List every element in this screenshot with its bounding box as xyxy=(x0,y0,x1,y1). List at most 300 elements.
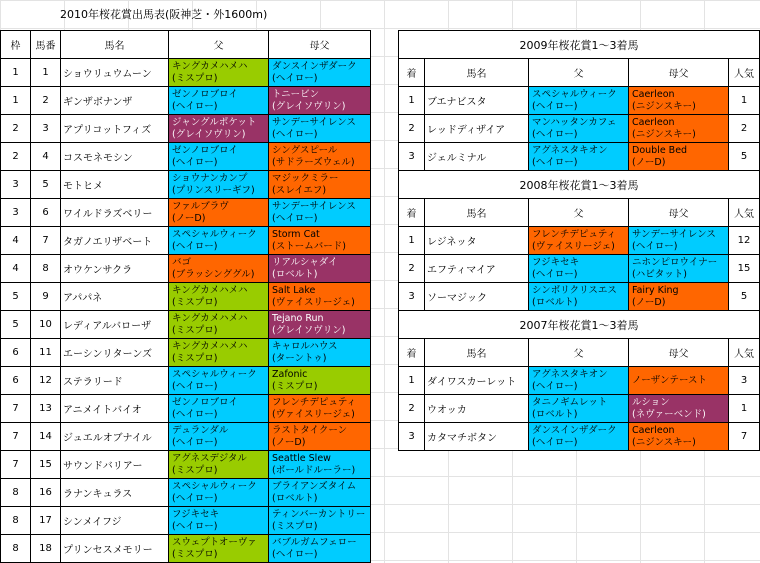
damsire-cell-line2: (サドラーズウェル) xyxy=(272,156,355,168)
popularity-cell[interactable]: 15 xyxy=(729,255,760,283)
damsire-cell[interactable] xyxy=(269,535,371,563)
table-row xyxy=(1,283,371,311)
waku-cell[interactable]: 1 xyxy=(1,59,31,87)
sire-cell-line2: (ヘイロー) xyxy=(172,436,218,448)
damsire-cell-line2: (ミスプロ) xyxy=(272,380,318,392)
damsire-cell[interactable] xyxy=(269,283,371,311)
damsire-cell[interactable] xyxy=(269,339,371,367)
damsire-cell[interactable] xyxy=(269,171,371,199)
sire-cell-line2: (ヘイロー) xyxy=(532,268,578,280)
sire-cell[interactable] xyxy=(169,143,269,171)
rank-cell[interactable]: 1 xyxy=(399,227,425,255)
table-row xyxy=(1,479,371,507)
horse-name-cell[interactable]: オウケンサクラ xyxy=(61,255,169,283)
sire-cell-line1: フジキセキ xyxy=(532,256,580,268)
damsire-cell-line1: ニホンピロウイナー xyxy=(632,256,718,268)
waku-cell[interactable]: 7 xyxy=(1,451,31,479)
sire-cell-line1: バゴ xyxy=(172,256,192,268)
damsire-cell[interactable] xyxy=(269,227,371,255)
horse-name-cell[interactable]: シンメイフジ xyxy=(61,507,169,535)
sire-cell[interactable] xyxy=(169,255,269,283)
sire-cell-line1: ジャングルポケット xyxy=(172,116,257,128)
sire-cell-line1: スペシャルウィーク xyxy=(172,368,257,380)
header-row xyxy=(399,339,760,367)
umaban-cell[interactable]: 7 xyxy=(31,227,61,255)
table-row xyxy=(1,143,371,171)
horse-name-cell[interactable]: タガノエリザベート xyxy=(61,227,169,255)
horse-name-cell[interactable]: ジェルミナル xyxy=(425,143,529,171)
rank-cell[interactable]: 1 xyxy=(399,367,425,395)
header-popularity[interactable]: 人気 xyxy=(729,199,760,227)
popularity-cell[interactable]: 3 xyxy=(729,367,760,395)
sire-cell-line1: タニノギムレット xyxy=(532,396,608,408)
sire-cell-line2: (ヘイロー) xyxy=(532,436,578,448)
table-caption[interactable]: 2009年桜花賞1～3着馬 xyxy=(399,31,760,59)
damsire-cell-line2: (ハビタット) xyxy=(632,268,687,280)
damsire-cell-line2: (ロベルト) xyxy=(272,492,318,504)
umaban-cell[interactable]: 13 xyxy=(31,395,61,423)
sire-cell[interactable] xyxy=(529,227,629,255)
sire-cell-line2: (ミスプロ) xyxy=(172,464,218,476)
sire-cell-line2: (ヘイロー) xyxy=(172,100,218,112)
umaban-cell[interactable]: 16 xyxy=(31,479,61,507)
table-row xyxy=(1,255,371,283)
damsire-cell-line2: (ロベルト) xyxy=(272,268,318,280)
waku-cell[interactable]: 2 xyxy=(1,115,31,143)
damsire-cell[interactable] xyxy=(629,367,729,395)
rank-cell[interactable]: 3 xyxy=(399,423,425,451)
damsire-cell-line1: バブルガムフェロー xyxy=(272,536,357,548)
horse-name-cell[interactable]: ワイルドラズベリー xyxy=(61,199,169,227)
umaban-cell[interactable]: 10 xyxy=(31,311,61,339)
umaban-cell[interactable]: 12 xyxy=(31,367,61,395)
damsire-cell-line1: Storm Cat xyxy=(272,228,320,240)
table-row xyxy=(1,535,371,563)
damsire-cell-line2: (ヘイロー) xyxy=(272,128,318,140)
table-row xyxy=(1,367,371,395)
damsire-cell[interactable] xyxy=(269,395,371,423)
sire-cell[interactable] xyxy=(169,87,269,115)
damsire-cell[interactable] xyxy=(269,311,371,339)
header-rank[interactable]: 着 xyxy=(399,339,425,367)
damsire-cell[interactable] xyxy=(629,87,729,115)
damsire-cell-line1: リアルシャダイ xyxy=(272,256,338,268)
sire-cell[interactable] xyxy=(529,367,629,395)
horse-name-cell[interactable]: アパパネ xyxy=(61,283,169,311)
sire-cell[interactable] xyxy=(169,115,269,143)
damsire-cell[interactable] xyxy=(269,143,371,171)
header-damsire[interactable]: 母父 xyxy=(269,31,371,59)
sire-cell[interactable] xyxy=(529,87,629,115)
damsire-cell[interactable] xyxy=(269,423,371,451)
damsire-cell-line2: (ヘイロー) xyxy=(272,72,318,84)
table-row xyxy=(1,451,371,479)
sire-cell-line1: アグネスデジタル xyxy=(172,452,247,464)
popularity-cell[interactable]: 5 xyxy=(729,143,760,171)
damsire-cell-line1: サンデーサイレンス xyxy=(632,228,716,240)
damsire-cell-line1: サンデーサイレンス xyxy=(272,200,356,212)
damsire-cell-line1: キャロルハウス xyxy=(272,340,338,352)
umaban-cell[interactable]: 6 xyxy=(31,199,61,227)
sire-cell-line1: スペシャルウィーク xyxy=(172,228,257,240)
waku-cell[interactable]: 7 xyxy=(1,423,31,451)
sire-cell-line1: スペシャルウィーク xyxy=(172,480,257,492)
sire-cell-line1: ゼンノロブロイ xyxy=(172,396,238,408)
sire-cell-line2: (ヘイロー) xyxy=(532,100,578,112)
damsire-cell-line1: Seattle Slew xyxy=(272,452,331,464)
table-row xyxy=(1,507,371,535)
damsire-cell[interactable] xyxy=(269,479,371,507)
header-rank[interactable]: 着 xyxy=(399,199,425,227)
horse-name-cell[interactable]: レッドディザイア xyxy=(425,115,529,143)
sire-cell-line2: (ヘイロー) xyxy=(532,156,578,168)
horse-name-cell[interactable]: レディアルバローザ xyxy=(61,311,169,339)
horse-name-cell[interactable]: カタマチボタン xyxy=(425,423,529,451)
horse-name-cell[interactable]: モトヒメ xyxy=(61,171,169,199)
header-row xyxy=(1,31,371,59)
waku-cell[interactable]: 4 xyxy=(1,255,31,283)
rank-cell[interactable]: 2 xyxy=(399,395,425,423)
sire-cell-line2: (ヘイロー) xyxy=(172,492,218,504)
umaban-cell[interactable]: 17 xyxy=(31,507,61,535)
horse-name-cell[interactable]: アプリコットフィズ xyxy=(61,115,169,143)
damsire-cell[interactable] xyxy=(269,367,371,395)
caption-row xyxy=(399,31,760,59)
damsire-cell-line2: (ミスプロ) xyxy=(272,520,318,532)
damsire-cell-line2: (ヘイロー) xyxy=(632,240,678,252)
sire-cell[interactable] xyxy=(529,423,629,451)
horse-name-cell[interactable]: コスモネモシン xyxy=(61,143,169,171)
damsire-cell[interactable] xyxy=(629,423,729,451)
horse-name-cell[interactable]: ショウリュウムーン xyxy=(61,59,169,87)
sire-cell-line2: (ヘイロー) xyxy=(532,380,578,392)
damsire-cell-line1: ティンバーカントリー xyxy=(272,508,366,520)
sire-cell-line1: デュランダル xyxy=(172,424,229,436)
damsire-cell-line2: (ニジンスキー) xyxy=(632,436,696,448)
damsire-cell-line2: (ネヴァーベンド) xyxy=(632,408,706,420)
caption-row xyxy=(399,311,760,339)
sire-cell-line2: (ヘイロー) xyxy=(172,380,218,392)
sire-cell-line2: (ヘイロー) xyxy=(172,240,218,252)
rank-cell[interactable]: 3 xyxy=(399,143,425,171)
horse-name-cell[interactable]: ウオッカ xyxy=(425,395,529,423)
sire-cell-line2: (ヘイロー) xyxy=(172,520,218,532)
past-table-2007 xyxy=(398,310,760,451)
table-caption[interactable]: 2008年桜花賞1～3着馬 xyxy=(399,171,760,199)
sire-cell[interactable] xyxy=(169,423,269,451)
sire-cell-line1: ショウナンカンプ xyxy=(172,172,248,184)
sire-cell[interactable] xyxy=(169,367,269,395)
umaban-cell[interactable]: 2 xyxy=(31,87,61,115)
damsire-cell-line1: ノーザンテースト xyxy=(632,374,708,386)
table-row xyxy=(399,87,760,115)
sire-cell-line2: (ロベルト) xyxy=(532,296,578,308)
header-damsire[interactable]: 母父 xyxy=(629,339,729,367)
sire-cell-line2: (グレイソヴリン) xyxy=(172,128,246,140)
header-sire[interactable]: 父 xyxy=(529,59,629,87)
table-row xyxy=(399,255,760,283)
sire-cell[interactable] xyxy=(169,311,269,339)
sire-cell-line2: (ヘイロー) xyxy=(172,156,218,168)
header-name[interactable]: 馬名 xyxy=(425,199,529,227)
damsire-cell-line1: マジックミラー xyxy=(272,172,339,184)
damsire-cell[interactable] xyxy=(269,451,371,479)
damsire-cell-line1: Salt Lake xyxy=(272,284,316,296)
waku-cell[interactable]: 3 xyxy=(1,199,31,227)
damsire-cell-line2: (ストームバード) xyxy=(272,240,346,252)
caption-row xyxy=(399,171,760,199)
damsire-cell[interactable] xyxy=(629,227,729,255)
horse-name-cell[interactable]: ラナンキュラス xyxy=(61,479,169,507)
table-row xyxy=(1,311,371,339)
waku-cell[interactable]: 5 xyxy=(1,283,31,311)
damsire-cell[interactable] xyxy=(269,199,371,227)
sire-cell[interactable] xyxy=(169,199,269,227)
table-row xyxy=(399,367,760,395)
damsire-cell-line1: フレンチデピュティ xyxy=(272,396,357,408)
sire-cell-line1: アグネスタキオン xyxy=(532,144,608,156)
damsire-cell[interactable] xyxy=(629,115,729,143)
sire-cell[interactable] xyxy=(169,451,269,479)
horse-name-cell[interactable]: サウンドバリアー xyxy=(61,451,169,479)
damsire-cell-line1: Tejano Run xyxy=(272,312,324,324)
damsire-cell-line2: (ニジンスキー) xyxy=(632,100,696,112)
sire-cell-line1: アグネスタキオン xyxy=(532,368,608,380)
sire-cell-line1: フジキセキ xyxy=(172,508,220,520)
damsire-cell-line1: ルション xyxy=(632,396,670,408)
header-damsire[interactable]: 母父 xyxy=(629,59,729,87)
damsire-cell[interactable] xyxy=(629,255,729,283)
popularity-cell[interactable]: 7 xyxy=(729,423,760,451)
damsire-cell-line2: (ノーD) xyxy=(272,436,306,448)
sire-cell-line2: (ミスプロ) xyxy=(172,352,218,364)
popularity-cell[interactable]: 1 xyxy=(729,395,760,423)
damsire-cell-line1: Zafonic xyxy=(272,368,308,380)
damsire-cell-line2: (グレイソヴリン) xyxy=(272,324,346,336)
horse-name-cell[interactable]: ジュエルオブナイル xyxy=(61,423,169,451)
table-row xyxy=(1,59,371,87)
sire-cell-line1: キングカメハメハ xyxy=(172,284,248,296)
waku-cell[interactable]: 5 xyxy=(1,311,31,339)
table-caption[interactable]: 2007年桜花賞1～3着馬 xyxy=(399,311,760,339)
sire-cell-line1: キングカメハメハ xyxy=(172,340,248,352)
sire-cell[interactable] xyxy=(529,143,629,171)
table-row xyxy=(399,395,760,423)
waku-cell[interactable]: 2 xyxy=(1,143,31,171)
table-row xyxy=(1,395,371,423)
damsire-cell-line2: (スレイエフ) xyxy=(272,184,327,196)
rank-cell[interactable]: 1 xyxy=(399,87,425,115)
table-row xyxy=(399,423,760,451)
table-row xyxy=(1,87,371,115)
sire-cell-line2: (ノーD) xyxy=(172,212,206,224)
sire-cell-line2: (ミスプロ) xyxy=(172,296,218,308)
sire-cell-line1: ファルブラヴ xyxy=(172,200,229,212)
horse-name-cell[interactable]: ダイワスカーレット xyxy=(425,367,529,395)
sire-cell-line1: シンボリクリスエス xyxy=(532,284,617,296)
damsire-cell-line1: サンデーサイレンス xyxy=(272,116,356,128)
damsire-cell[interactable] xyxy=(629,143,729,171)
sire-cell[interactable] xyxy=(169,339,269,367)
header-sire[interactable]: 父 xyxy=(169,31,269,59)
damsire-cell[interactable] xyxy=(269,87,371,115)
header-popularity[interactable]: 人気 xyxy=(729,339,760,367)
header-row xyxy=(399,199,760,227)
waku-cell[interactable]: 8 xyxy=(1,507,31,535)
sire-cell[interactable] xyxy=(529,395,629,423)
sire-cell[interactable] xyxy=(169,535,269,563)
damsire-cell[interactable] xyxy=(269,255,371,283)
horse-name-cell[interactable]: レジネッタ xyxy=(425,227,529,255)
horse-name-cell[interactable]: アニメイトバイオ xyxy=(61,395,169,423)
umaban-cell[interactable]: 15 xyxy=(31,451,61,479)
umaban-cell[interactable]: 9 xyxy=(31,283,61,311)
sire-cell[interactable] xyxy=(169,171,269,199)
rank-cell[interactable]: 2 xyxy=(399,115,425,143)
header-name[interactable]: 馬名 xyxy=(61,31,169,59)
popularity-cell[interactable]: 12 xyxy=(729,227,760,255)
damsire-cell-line1: Double Bed xyxy=(632,144,688,156)
past-table-2008 xyxy=(398,170,760,311)
sire-cell[interactable] xyxy=(169,507,269,535)
damsire-cell[interactable] xyxy=(629,395,729,423)
table-row xyxy=(1,115,371,143)
waku-cell[interactable]: 6 xyxy=(1,339,31,367)
sire-cell-line1: マンハッタンカフェ xyxy=(532,116,617,128)
horse-name-cell[interactable]: エフティマイア xyxy=(425,255,529,283)
horse-name-cell[interactable]: ギンザボナンザ xyxy=(61,87,169,115)
waku-cell[interactable]: 6 xyxy=(1,367,31,395)
popularity-cell[interactable]: 2 xyxy=(729,115,760,143)
header-sire[interactable]: 父 xyxy=(529,339,629,367)
sire-cell[interactable] xyxy=(169,283,269,311)
header-rank[interactable]: 着 xyxy=(399,59,425,87)
damsire-cell-line2: (ヘイロー) xyxy=(272,548,318,560)
damsire-cell-line2: (ニジンスキー) xyxy=(632,128,696,140)
sire-cell[interactable] xyxy=(169,59,269,87)
umaban-cell[interactable]: 14 xyxy=(31,423,61,451)
sire-cell-line1: キングカメハメハ xyxy=(172,60,248,72)
sire-cell[interactable] xyxy=(529,255,629,283)
sire-cell-line1: スウェプトオーヴァ xyxy=(172,536,257,548)
horse-name-cell[interactable]: ソーマジック xyxy=(425,283,529,311)
damsire-cell-line1: ラストタイクーン xyxy=(272,424,348,436)
waku-cell[interactable]: 1 xyxy=(1,87,31,115)
sire-cell-line2: (ヘイロー) xyxy=(532,128,578,140)
damsire-cell-line2: (ノーD) xyxy=(632,296,666,308)
header-damsire[interactable]: 母父 xyxy=(629,199,729,227)
page-title: 2010年桜花賞出馬表(阪神芝・外1600m) xyxy=(60,8,268,21)
header-waku[interactable]: 枠 xyxy=(1,31,31,59)
umaban-cell[interactable]: 11 xyxy=(31,339,61,367)
damsire-cell-line2: (ノーD) xyxy=(632,156,666,168)
sire-cell[interactable] xyxy=(169,479,269,507)
damsire-cell-line1: ブライアンズタイム xyxy=(272,480,357,492)
header-umaban[interactable]: 馬番 xyxy=(31,31,61,59)
table-row xyxy=(399,283,760,311)
past-table-2009 xyxy=(398,30,760,171)
damsire-cell[interactable] xyxy=(629,283,729,311)
sire-cell-line1: ゼンノロブロイ xyxy=(172,88,238,100)
damsire-cell-line1: Caerleon xyxy=(632,424,675,436)
rank-cell[interactable]: 3 xyxy=(399,283,425,311)
sire-cell-line2: (ミスプロ) xyxy=(172,548,218,560)
damsire-cell-line2: (ボールドルーラー) xyxy=(272,464,356,476)
damsire-cell[interactable] xyxy=(269,115,371,143)
sire-cell-line2: (プリンスリーギフ) xyxy=(172,184,255,196)
header-name[interactable]: 馬名 xyxy=(425,59,529,87)
rank-cell[interactable]: 2 xyxy=(399,255,425,283)
entries-table xyxy=(0,30,371,563)
waku-cell[interactable]: 4 xyxy=(1,227,31,255)
waku-cell[interactable]: 7 xyxy=(1,395,31,423)
damsire-cell-line1: ダンスインザダーク xyxy=(272,60,357,72)
table-row xyxy=(399,227,760,255)
sire-cell-line2: (ミスプロ) xyxy=(172,324,218,336)
damsire-cell-line2: (ヘイロー) xyxy=(272,212,318,224)
sire-cell[interactable] xyxy=(169,395,269,423)
sire-cell-line1: ダンスインザダーク xyxy=(532,424,617,436)
damsire-cell[interactable] xyxy=(269,59,371,87)
damsire-cell-line1: トニービン xyxy=(272,88,320,100)
table-row xyxy=(1,171,371,199)
waku-cell[interactable]: 8 xyxy=(1,479,31,507)
horse-name-cell[interactable]: プリンセスメモリー xyxy=(61,535,169,563)
umaban-cell[interactable]: 4 xyxy=(31,143,61,171)
umaban-cell[interactable]: 3 xyxy=(31,115,61,143)
header-name[interactable]: 馬名 xyxy=(425,339,529,367)
header-popularity[interactable]: 人気 xyxy=(729,59,760,87)
damsire-cell[interactable] xyxy=(269,507,371,535)
sire-cell-line1: ゼンノロブロイ xyxy=(172,144,238,156)
table-row xyxy=(1,423,371,451)
table-row xyxy=(399,143,760,171)
horse-name-cell[interactable]: ステラリード xyxy=(61,367,169,395)
sire-cell-line1: フレンチデピュティ xyxy=(532,228,617,240)
damsire-cell-line2: (グレイソヴリン) xyxy=(272,100,346,112)
sire-cell-line2: (ロベルト) xyxy=(532,408,578,420)
header-sire[interactable]: 父 xyxy=(529,199,629,227)
umaban-cell[interactable]: 18 xyxy=(31,535,61,563)
header-row xyxy=(399,59,760,87)
horse-name-cell[interactable]: ブエナビスタ xyxy=(425,87,529,115)
popularity-cell[interactable]: 1 xyxy=(729,87,760,115)
umaban-cell[interactable]: 5 xyxy=(31,171,61,199)
damsire-cell-line1: Caerleon xyxy=(632,116,675,128)
sire-cell[interactable] xyxy=(529,283,629,311)
waku-cell[interactable]: 3 xyxy=(1,171,31,199)
table-row xyxy=(1,339,371,367)
damsire-cell-line1: シングスピール xyxy=(272,144,338,156)
horse-name-cell[interactable]: エーシンリターンズ xyxy=(61,339,169,367)
umaban-cell[interactable]: 8 xyxy=(31,255,61,283)
sire-cell-line2: (ヘイロー) xyxy=(172,408,218,420)
damsire-cell-line2: (ターントゥ) xyxy=(272,352,327,364)
sire-cell-line2: (ミスプロ) xyxy=(172,72,218,84)
sire-cell-line1: キングカメハメハ xyxy=(172,312,248,324)
table-row xyxy=(399,115,760,143)
waku-cell[interactable]: 8 xyxy=(1,535,31,563)
sire-cell-line2: (ブラッシンググル) xyxy=(172,268,255,280)
sire-cell-line2: (ヴァイスリージェ) xyxy=(532,240,615,252)
sire-cell[interactable] xyxy=(529,115,629,143)
table-row xyxy=(1,199,371,227)
popularity-cell[interactable]: 5 xyxy=(729,283,760,311)
damsire-cell-line2: (ヴァイスリージェ) xyxy=(272,408,355,420)
sire-cell[interactable] xyxy=(169,227,269,255)
umaban-cell[interactable]: 1 xyxy=(31,59,61,87)
damsire-cell-line1: Fairy King xyxy=(632,284,679,296)
